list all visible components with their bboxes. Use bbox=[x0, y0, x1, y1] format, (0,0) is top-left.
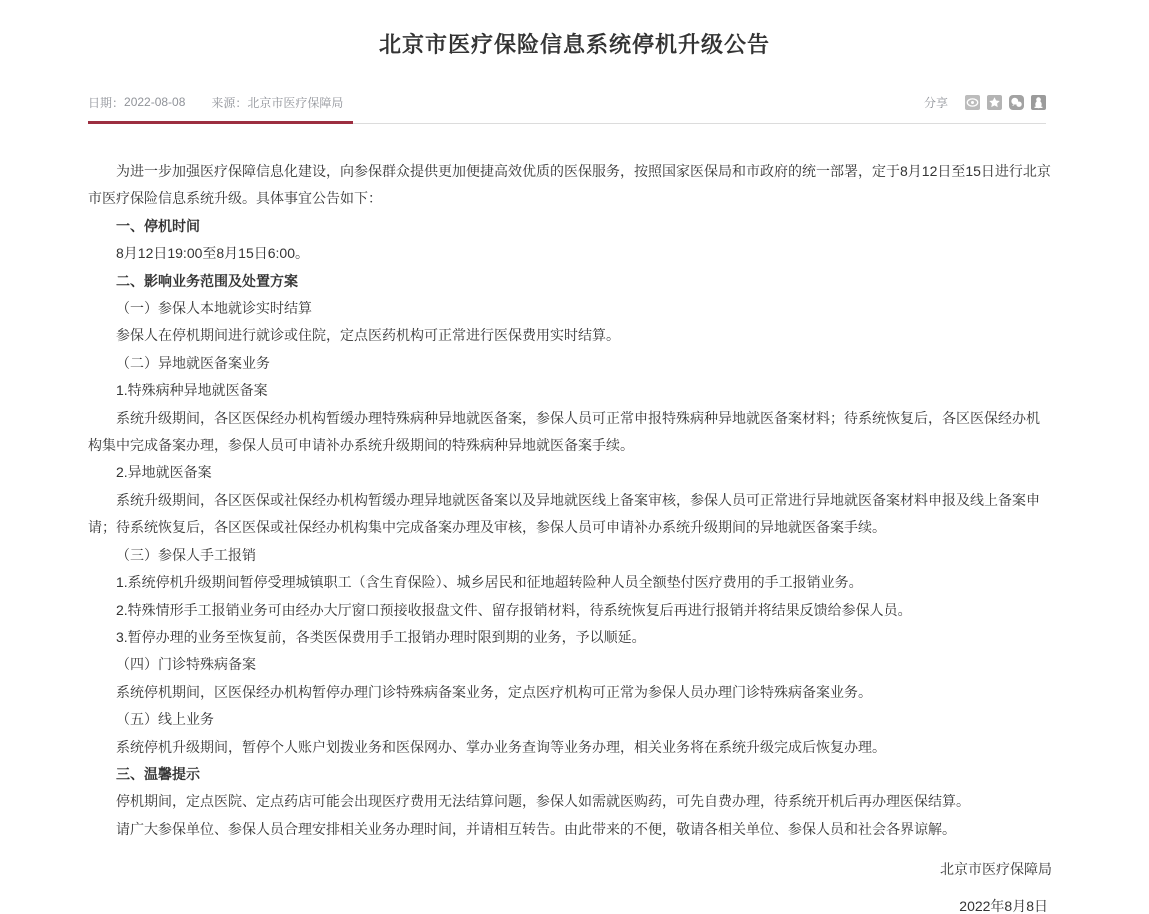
paragraph: 为进一步加强医疗保障信息化建设，向参保群众提供更加便捷高效优质的医保服务，按照国家医保局和市政府的统一部署，定于8月12日至15日进行北京市医疗保险信息系统升级。具体事宜公告如下： bbox=[88, 163, 1051, 207]
paragraph: 2.特殊情形手工报销业务可由经办大厅窗口预接收报盘文件、留存报销材料，待系统恢复后再进行报销并将结果反馈给参保人员。 bbox=[116, 601, 912, 618]
page-title: 北京市医疗保险信息系统停机升级公告 bbox=[378, 32, 770, 57]
paragraph: 系统停机升级期间，暂停个人账户划拨业务和医保网办、掌办业务查询等业务办理，相关业务将在系统升级完成后恢复办理。 bbox=[116, 738, 886, 755]
source-value: 北京市医疗保障局 bbox=[247, 95, 344, 110]
paragraph: 系统升级期间，各区医保经办机构暂缓办理特殊病种异地就医备案，参保人员可正常申报特殊病种异地就医备案材料；待系统恢复后，各区医保经办机构集中完成备案办理，参保人员可申请补办系统升级期间的特殊病种异地就医备案手续。 bbox=[88, 409, 1040, 454]
header-divider-accent bbox=[88, 121, 353, 124]
meta-bar bbox=[88, 93, 1046, 111]
date-label: 日期： bbox=[88, 95, 125, 110]
paragraph: 参保人在停机期间进行就诊或住院，定点医药机构可正常进行医保费用实时结算。 bbox=[116, 327, 620, 344]
paragraph: 8月12日19:00至8月15日6:00。 bbox=[116, 245, 309, 262]
wechat-share-icon[interactable] bbox=[1009, 95, 1024, 110]
weibo-share-icon[interactable] bbox=[965, 95, 980, 110]
source-label: 来源： bbox=[211, 95, 248, 110]
paragraph: 系统停机期间，区医保经办机构暂停办理门诊特殊病备案业务，定点医疗机构可正常为参保人员办理门诊特殊病备案业务。 bbox=[116, 683, 872, 700]
section-heading: 一、停机时间 bbox=[116, 217, 200, 234]
qzone-share-icon[interactable] bbox=[987, 95, 1002, 110]
paragraph: （三）参保人手工报销 bbox=[116, 546, 256, 563]
date-value: 2022-08-08 bbox=[124, 95, 186, 109]
share-icon-group bbox=[958, 94, 1046, 109]
article-body bbox=[88, 158, 1052, 914]
paragraph: （五）线上业务 bbox=[116, 711, 214, 728]
paragraph: 1.系统停机升级期间暂停受理城镇职工（含生育保险）、城乡居民和征地超转险种人员全额垫付医疗费用的手工报销业务。 bbox=[116, 574, 863, 591]
paragraph: 3.暂停办理的业务至恢复前，各类医保费用手工报销办理时限到期的业务，予以顺延。 bbox=[116, 628, 646, 645]
share-label: 分享 bbox=[923, 95, 948, 110]
section-heading: 三、温馨提示 bbox=[116, 765, 200, 782]
paragraph: （二）异地就医备案业务 bbox=[116, 354, 270, 371]
paragraph: 1.特殊病种异地就医备案 bbox=[116, 382, 268, 399]
paragraph: 2.异地就医备案 bbox=[116, 464, 212, 481]
share-bar bbox=[924, 94, 1046, 111]
signature-org: 北京市医疗保障局 bbox=[940, 861, 1052, 878]
paragraph: 停机期间，定点医院、定点药店可能会出现医疗费用无法结算问题，参保人如需就医购药，可先自费办理，待系统开机后再办理医保结算。 bbox=[116, 793, 970, 810]
paragraph: （四）门诊特殊病备案 bbox=[116, 656, 256, 673]
paragraph: 系统升级期间，各区医保或社保经办机构暂缓办理异地就医备案以及异地就医线上备案审核，参保人员可正常进行异地就医备案材料申报及线上备案申请；待系统恢复后，各区医保或社保经办机构集中完成备案办理及审核，参保人员可申请补办系统升级期间的异地就医备案手续。 bbox=[88, 491, 1040, 536]
paragraph: （一）参保人本地就诊实时结算 bbox=[116, 300, 312, 317]
paragraph-list bbox=[88, 158, 1052, 843]
meta-info bbox=[88, 94, 343, 111]
qq-share-icon[interactable] bbox=[1031, 95, 1046, 110]
signature-date: 2022年8月8日 bbox=[959, 897, 1048, 914]
paragraph: 请广大参保单位、参保人员合理安排相关业务办理时间，并请相互转告。由此带来的不便，敬请各相关单位、参保人员和社会各界谅解。 bbox=[116, 820, 956, 837]
section-heading: 二、影响业务范围及处置方案 bbox=[116, 272, 298, 289]
